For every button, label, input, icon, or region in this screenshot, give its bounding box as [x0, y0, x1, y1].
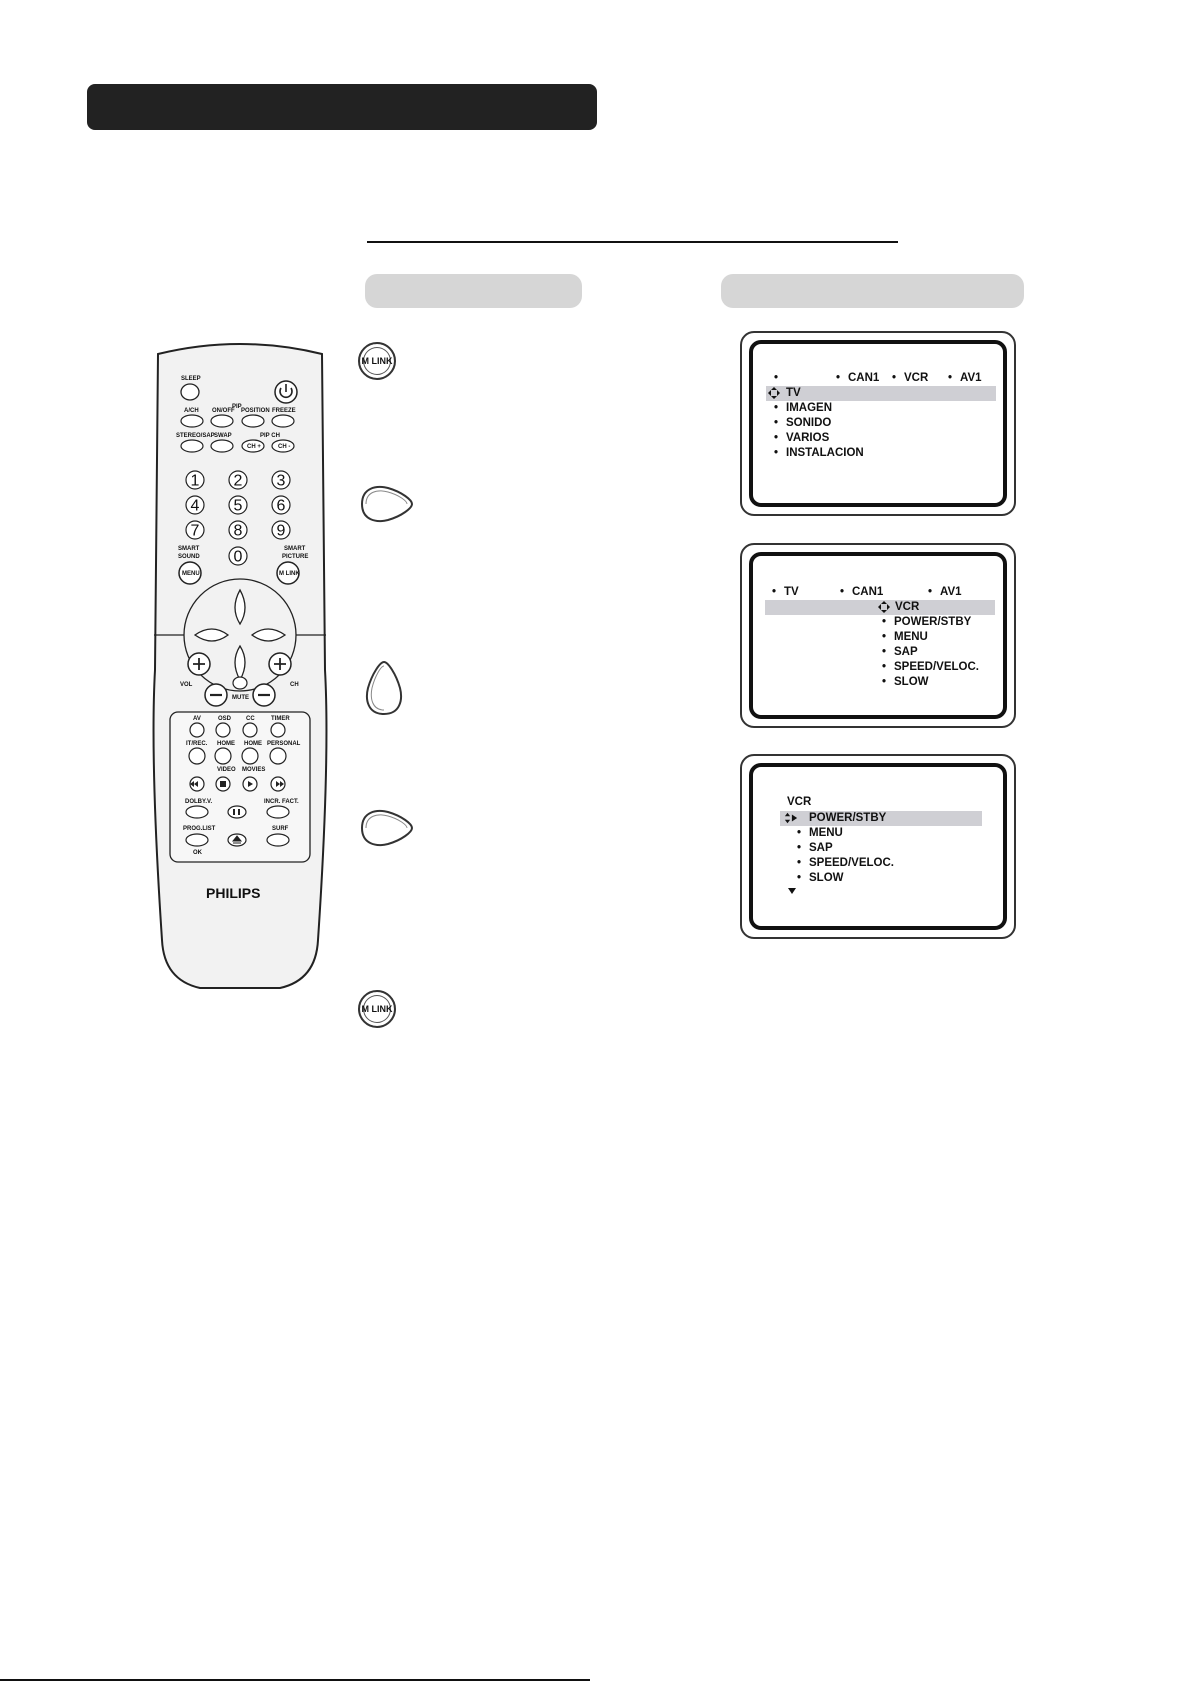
digit-label: 2 [233, 472, 243, 490]
stereo-label: STEREO/SAP [176, 433, 215, 439]
menu-item-selected[interactable]: VCR [895, 601, 920, 613]
ok-label: OK [193, 850, 202, 856]
top-item[interactable]: • AV1 [940, 585, 962, 599]
top-bullet: • [774, 372, 779, 384]
personal-label: PERSONAL [267, 741, 301, 747]
steps-column-header [365, 274, 582, 308]
freeze-label: FREEZE [272, 408, 296, 414]
picture-label: PICTURE [282, 554, 309, 560]
stop-icon [220, 781, 226, 787]
pipch-label: PIP CH [260, 433, 280, 439]
menu-item[interactable]: • VARIOS [786, 431, 829, 445]
stereo-sap-button[interactable] [181, 440, 203, 452]
menu-item-selected[interactable]: POWER/STBY [809, 812, 887, 824]
cursor-right-step-icon-2 [358, 806, 416, 850]
remote-control [140, 340, 340, 995]
top-item[interactable]: • CAN1 [848, 371, 879, 385]
itrec-button[interactable] [189, 748, 205, 764]
menu-item[interactable]: • SLOW [809, 871, 844, 885]
menu-item[interactable]: • INSTALACION [786, 446, 864, 460]
pip-onoff-button[interactable] [211, 415, 233, 427]
menu-title: VCR [787, 796, 812, 808]
ach-button[interactable] [181, 415, 203, 427]
menu-item[interactable]: • IMAGEN [786, 401, 832, 415]
home-video-button[interactable] [215, 748, 231, 764]
dolby-label: DOLBY.V. [185, 799, 213, 805]
chplus-label: CH + [247, 444, 261, 450]
cursor-right-step-icon [358, 482, 416, 526]
timer-button[interactable] [271, 723, 285, 737]
position-label: POSITION [241, 408, 270, 414]
av-label: AV [193, 716, 201, 722]
footer-rule [0, 1679, 590, 1681]
top-item[interactable]: • VCR [904, 371, 928, 385]
smart-left-label: SMART [178, 546, 200, 552]
digit-label: 1 [190, 472, 200, 490]
home1-label: HOME [217, 741, 235, 747]
surf-button[interactable] [267, 834, 289, 846]
swap-button[interactable] [211, 440, 233, 452]
prog-list-button[interactable] [186, 834, 208, 846]
cursor-cross-icon [877, 600, 891, 614]
sleep-label: SLEEP [181, 376, 201, 382]
menu-label: MENU [182, 571, 200, 577]
mute-label: MUTE [232, 695, 249, 701]
home2-label: HOME [244, 741, 262, 747]
header-bar [87, 84, 597, 130]
cursor-updown-right-icon [784, 811, 798, 825]
digit-label: 5 [233, 497, 243, 515]
top-item[interactable]: • CAN1 [852, 585, 883, 599]
scroll-down-arrow-icon [788, 888, 796, 894]
digit-label: 6 [276, 497, 286, 515]
menu-item-selected[interactable]: TV [786, 387, 801, 399]
proglist-label: PROG.LIST [183, 826, 216, 832]
cursor-cross-icon [767, 386, 781, 400]
sound-label: SOUND [178, 554, 200, 560]
tv-screen-vcr-menu [740, 754, 1016, 939]
vol-label: VOL [180, 682, 193, 688]
surf-label: SURF [272, 826, 289, 832]
mlink-step-button-2[interactable] [358, 990, 396, 1028]
pip-position-button[interactable] [242, 415, 264, 427]
menu-item[interactable]: • POWER/STBY [894, 615, 971, 629]
menu-item[interactable]: • SLOW [894, 675, 929, 689]
sleep-button[interactable] [181, 384, 199, 400]
pip-label: PIP [232, 404, 242, 410]
screen-frame [749, 763, 1007, 930]
menu-item[interactable]: • SPEED/VELOC. [894, 660, 979, 674]
tv-screen-main-menu [740, 331, 1016, 516]
menu-item[interactable]: • SPEED/VELOC. [809, 856, 894, 870]
tv-screen-vcr-submenu [740, 543, 1016, 728]
menu-item[interactable]: • SAP [894, 645, 918, 659]
movies-label: MOVIES [242, 767, 266, 773]
chminus-label: CH - [278, 444, 291, 450]
digit-label: 9 [276, 522, 286, 540]
swap-label: SWAP [214, 433, 232, 439]
freeze-button[interactable] [272, 415, 294, 427]
digit-label: 7 [190, 522, 200, 540]
osd-button[interactable] [216, 723, 230, 737]
osd-label: OSD [218, 716, 232, 722]
ach-label: A/CH [184, 408, 199, 414]
onoff-label: ON/OFF [212, 408, 235, 414]
digit-label: 0 [233, 548, 243, 566]
menu-item[interactable]: • SONIDO [786, 416, 831, 430]
mlink-remote-label: M LINK [279, 571, 300, 577]
home-movies-button[interactable] [242, 748, 258, 764]
dolby-button[interactable] [186, 806, 208, 818]
cc-label: CC [246, 716, 255, 722]
digit-label: 8 [233, 522, 243, 540]
mlink-step-label-2: M LINK [361, 1004, 393, 1014]
personal-button[interactable] [270, 748, 286, 764]
section-rule [367, 241, 898, 243]
mlink-step-button[interactable] [358, 342, 396, 380]
timer-label: TIMER [271, 716, 290, 722]
pause-button[interactable] [228, 806, 246, 818]
digit-label: 3 [276, 472, 286, 490]
menu-item[interactable]: • MENU [809, 826, 843, 840]
top-item[interactable]: • TV [784, 585, 799, 599]
cc-button[interactable] [243, 723, 257, 737]
brand-logo: PHILIPS [206, 885, 261, 901]
menu-item[interactable]: • SAP [809, 841, 833, 855]
cursor-down-step-icon [362, 658, 406, 718]
mute-button[interactable] [233, 677, 247, 689]
itrec-label: IT/REC. [186, 741, 208, 747]
screens-column-header [721, 274, 1024, 308]
mlink-step-label: M LINK [361, 356, 393, 366]
video-label: VIDEO [217, 767, 236, 773]
top-item[interactable]: • AV1 [960, 371, 982, 385]
smart-right-label: SMART [284, 546, 306, 552]
menu-item[interactable]: • MENU [894, 630, 928, 644]
incr-label: INCR. FACT. [264, 799, 299, 805]
incr-fact-button[interactable] [267, 806, 289, 818]
remote-control-drawing [140, 340, 340, 995]
digit-label: 4 [190, 497, 200, 515]
av-button[interactable] [190, 723, 204, 737]
ch-label: CH [290, 682, 299, 688]
screen-frame [749, 552, 1007, 719]
